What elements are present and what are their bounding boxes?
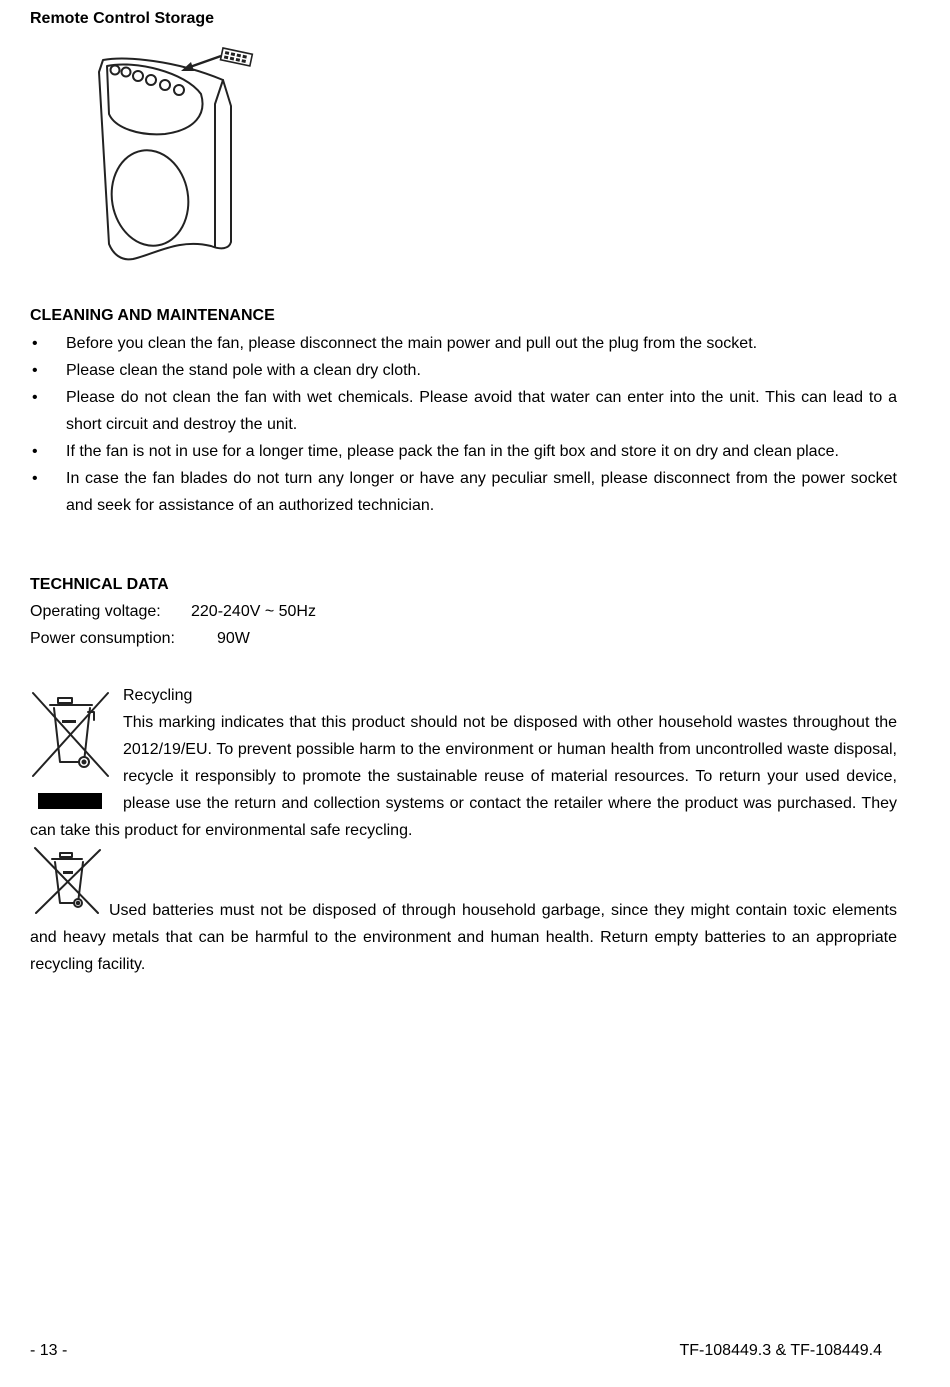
list-item-text: Please clean the stand pole with a clean dry cloth. bbox=[66, 362, 421, 379]
model-number: TF-108449.3 & TF-108449.4 bbox=[679, 1342, 882, 1359]
tech-value: 90W bbox=[217, 630, 250, 647]
icon-spacer bbox=[30, 843, 109, 897]
battery-text: Used batteries must not be disposed of through household garbage, since they might contain toxic elements and heavy metals that can be harmful to the environment and human health. Return empty batteries to an appropriate recycling facility. bbox=[30, 902, 897, 973]
list-item-text: In case the fan blades do not turn any longer or have any peculiar smell, please disconnect from the power socket and seek for assistance of an authorized technician. bbox=[66, 470, 897, 514]
icon-gap bbox=[30, 843, 897, 897]
tech-row-power bbox=[30, 630, 250, 648]
list-item-text: If the fan is not in use for a longer time, please pack the fan in the gift box and store it on dry and clean place. bbox=[66, 443, 839, 460]
list-item-text: Please do not clean the fan with wet chemicals. Please avoid that water can enter into the unit. This can lead to a short circuit and destroy the unit. bbox=[66, 389, 897, 433]
tech-label: Power consumption: bbox=[30, 630, 175, 647]
bullet-icon: • bbox=[32, 335, 38, 352]
cleaning-heading: CLEANING AND MAINTENANCE bbox=[30, 307, 275, 324]
fan-remote-storage-illustration bbox=[95, 42, 265, 264]
cleaning-list bbox=[30, 330, 897, 519]
recycling-text: This marking indicates that this product should not be disposed with other household wastes throughout the 2012/19/EU. To prevent possible harm to the environment or human health from uncontrolled waste disposal, recycle it responsibly to promote the sustainable reuse of material resources. To return your used device, please use the return and collection systems or contact the retailer where the product was purchased. They can take this product for environmental safe recycling. bbox=[30, 714, 897, 839]
icon-spacer bbox=[30, 709, 123, 817]
list-item-text: Before you clean the fan, please disconnect the main power and pull out the plug from the socket. bbox=[66, 335, 758, 352]
list-item bbox=[30, 438, 897, 465]
technical-heading: TECHNICAL DATA bbox=[30, 576, 169, 593]
bullet-icon: • bbox=[32, 470, 38, 487]
remote-storage-heading: Remote Control Storage bbox=[30, 10, 215, 27]
list-item bbox=[30, 330, 897, 357]
battery-text-para bbox=[30, 897, 897, 978]
bullet-icon: • bbox=[32, 389, 38, 406]
battery-text-block bbox=[30, 843, 897, 897]
page-number: - 13 - bbox=[30, 1342, 68, 1359]
list-item bbox=[30, 384, 897, 438]
bullet-icon: • bbox=[32, 362, 38, 379]
list-item bbox=[30, 357, 897, 384]
tech-value: 220-240V ~ 50Hz bbox=[191, 603, 316, 620]
recycling-text-block bbox=[30, 709, 897, 844]
tech-label: Operating voltage: bbox=[30, 603, 161, 620]
list-item bbox=[30, 465, 897, 519]
tech-row-voltage bbox=[30, 603, 316, 621]
battery-text-wrap bbox=[30, 843, 897, 897]
recycling-title: Recycling bbox=[123, 687, 193, 704]
bullet-icon: • bbox=[32, 443, 38, 460]
